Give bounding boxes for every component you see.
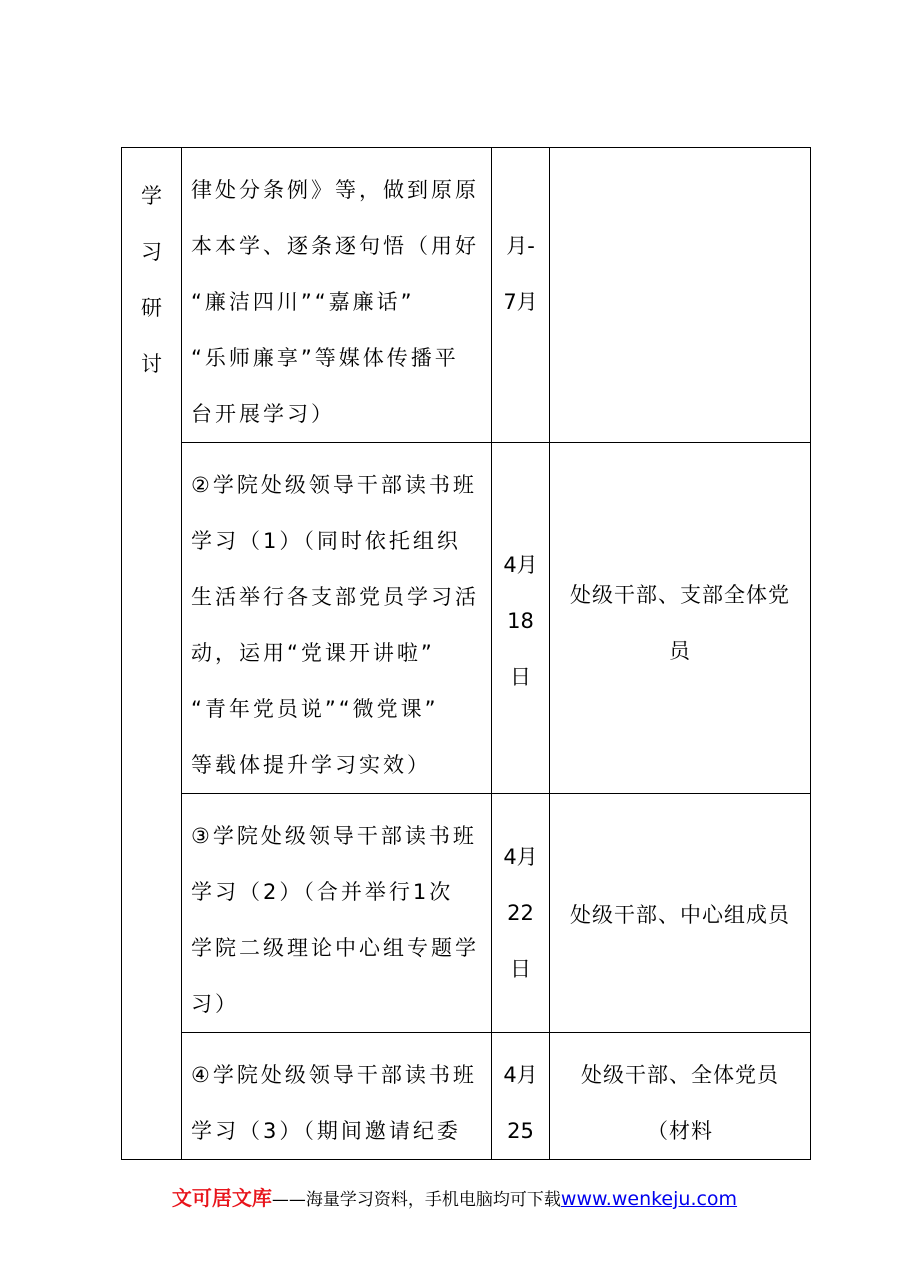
activity-line: “青年党员说”“微党课” [191, 697, 439, 721]
activity-line: 习） [191, 992, 239, 1016]
activity-line: “乐师廉享”等媒体传播平 [191, 346, 459, 370]
participants-line: 处级干部、支部全体党 [570, 583, 790, 607]
time-line: 日 [510, 957, 531, 981]
table-row [122, 443, 811, 794]
time-line: 25 [507, 1119, 534, 1143]
time-line: 18 [507, 609, 534, 633]
time-cell [492, 1033, 550, 1160]
footer-dash: —— [271, 1190, 306, 1210]
activity-line: ③学院处级领导干部读书班 [191, 824, 477, 848]
participants-cell [550, 148, 811, 443]
activity-line: 学习（1）（同时依托组织 [191, 529, 461, 553]
participants-cell [550, 443, 811, 794]
footer-slogan: 海量学习资料，手机电脑均可下载 [305, 1190, 561, 1210]
activity-line: 律处分条例》等，做到原原 [191, 178, 479, 202]
activity-line: 学习（2）（合并举行1次 [191, 880, 454, 904]
activity-line: 生活举行各支部党员学习活 [191, 585, 479, 609]
time-line: 22 [507, 901, 534, 925]
activity-line: 等载体提升学习实效） [191, 753, 431, 777]
category-char: 习 [141, 240, 162, 264]
time-line: 月- [506, 234, 535, 258]
table-row [122, 1033, 811, 1160]
category-char: 研 [141, 296, 162, 320]
table-row [122, 148, 811, 443]
activity-line: 学习（3）（期间邀请纪委 [191, 1119, 461, 1143]
brand-name: 文可居文库 [171, 1186, 272, 1210]
participants-line: 处级干部、中心组成员 [570, 903, 790, 927]
activity-cell [182, 794, 492, 1033]
website-link[interactable]: www.wenkeju.com [560, 1188, 738, 1210]
time-cell [492, 443, 550, 794]
time-cell [492, 794, 550, 1033]
activity-line: 台开展学习） [191, 402, 335, 426]
table-row [122, 794, 811, 1033]
footer-banner [0, 1182, 909, 1211]
time-cell [492, 148, 550, 443]
participants-line: （材料 [647, 1119, 713, 1143]
activity-line: 学院二级理论中心组专题学 [191, 936, 479, 960]
participants-cell [550, 794, 811, 1033]
activity-line: ②学院处级领导干部读书班 [191, 473, 477, 497]
activity-table [121, 147, 811, 1160]
activity-cell [182, 1033, 492, 1160]
activity-cell [182, 443, 492, 794]
activity-line: 动，运用“党课开讲啦” [191, 641, 435, 665]
category-char: 讨 [141, 352, 162, 376]
time-line: 7月 [503, 290, 538, 314]
category-cell [122, 148, 182, 1160]
time-line: 4月 [503, 845, 538, 869]
activity-line: “廉洁四川”“嘉廉话” [191, 290, 415, 314]
activity-cell [182, 148, 492, 443]
activity-line: 本本学、逐条逐句悟（用好 [191, 234, 479, 258]
participants-line: 处级干部、全体党员 [581, 1063, 779, 1087]
time-line: 4月 [503, 553, 538, 577]
participants-line: 员 [669, 639, 691, 663]
time-line: 4月 [503, 1063, 538, 1087]
time-line: 日 [510, 665, 531, 689]
category-char: 学 [141, 184, 162, 208]
participants-cell [550, 1033, 811, 1160]
activity-line: ④学院处级领导干部读书班 [191, 1063, 477, 1087]
